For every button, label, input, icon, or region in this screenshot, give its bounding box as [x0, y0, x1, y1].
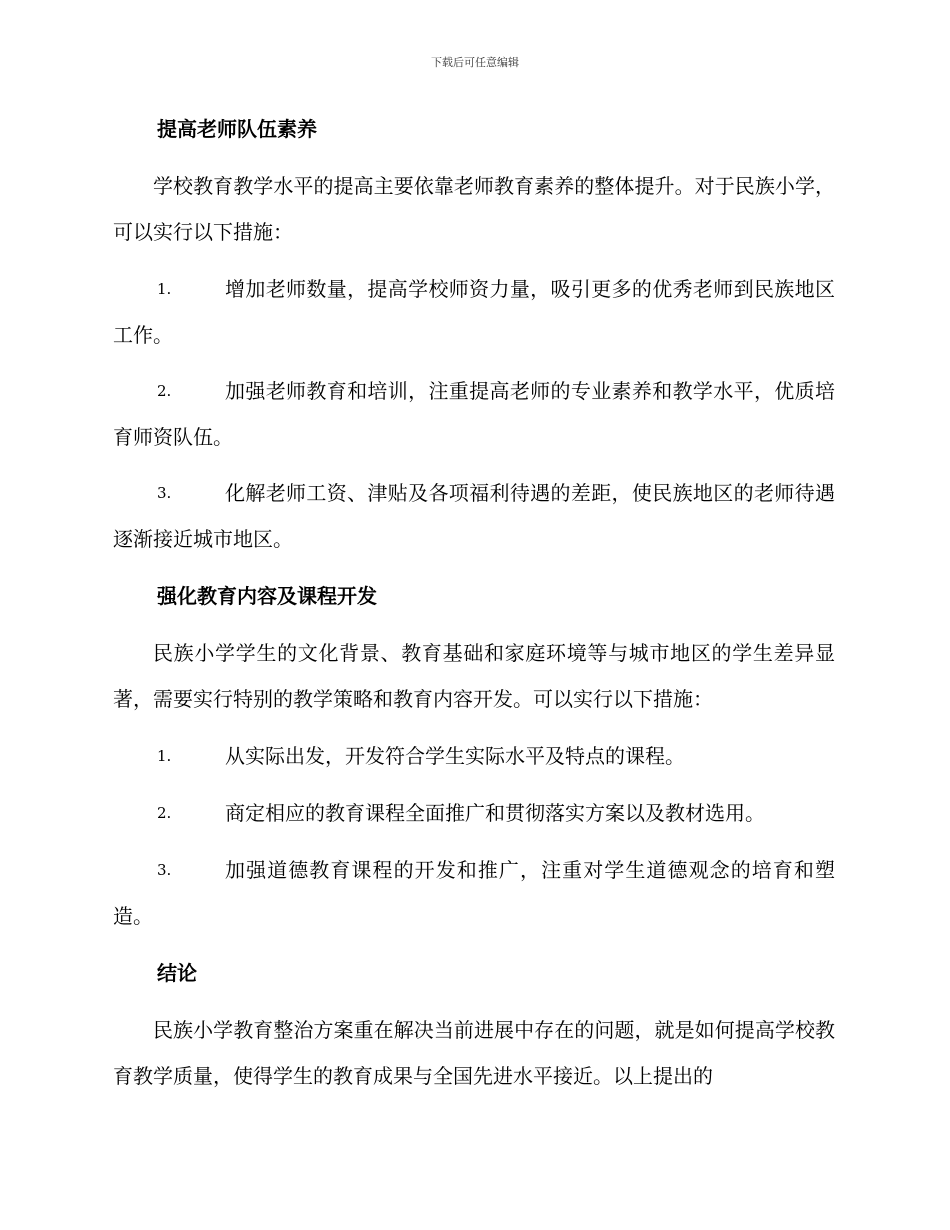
list-text: 加强老师教育和培训，注重提高老师的专业素养和教学水平，优质培育师资队伍。	[113, 379, 835, 449]
list-item	[113, 470, 835, 562]
list-item	[113, 847, 835, 939]
list-text: 商定相应的教育课程全面推广和贯彻落实方案以及教材选用。	[225, 801, 765, 825]
list-text: 化解老师工资、津贴及各项福利待遇的差距，使民族地区的老师待遇逐渐接近城市地区。	[113, 481, 835, 551]
list-text: 加强道德教育课程的开发和推广，注重对学生道德观念的培育和塑造。	[113, 858, 835, 928]
page-header: 下载后可任意编辑	[431, 56, 519, 69]
section-heading: 强化教育内容及课程开发	[157, 584, 377, 608]
list-item	[113, 266, 835, 358]
paragraph: 学校教育教学水平的提高主要依靠老师教育素养的整体提升。对于民族小学，可以实行以下措施：	[113, 174, 835, 244]
section-heading: 结论	[157, 961, 197, 985]
section-heading: 提高老师队伍素养	[157, 117, 317, 141]
list-text: 增加老师数量，提高学校师资力量，吸引更多的优秀老师到民族地区工作。	[113, 277, 835, 347]
list-number: 2.	[157, 382, 172, 400]
list-number: 3.	[157, 484, 172, 502]
list-number: 1.	[157, 747, 172, 765]
list-item	[113, 790, 835, 836]
list-number: 1.	[157, 280, 172, 298]
list-item	[113, 733, 835, 779]
list-item	[113, 368, 835, 460]
paragraph: 民族小学学生的文化背景、教育基础和家庭环境等与城市地区的学生差异显著，需要实行特别的教学策略和教育内容开发。可以实行以下措施：	[113, 641, 835, 711]
list-number: 3.	[157, 861, 172, 879]
list-number: 2.	[157, 804, 172, 822]
paragraph: 民族小学教育整治方案重在解决当前进展中存在的问题，就是如何提高学校教育教学质量，使得学生的教育成果与全国先进水平接近。以上提出的	[113, 1018, 835, 1088]
list-text: 从实际出发，开发符合学生实际水平及特点的课程。	[225, 744, 685, 768]
